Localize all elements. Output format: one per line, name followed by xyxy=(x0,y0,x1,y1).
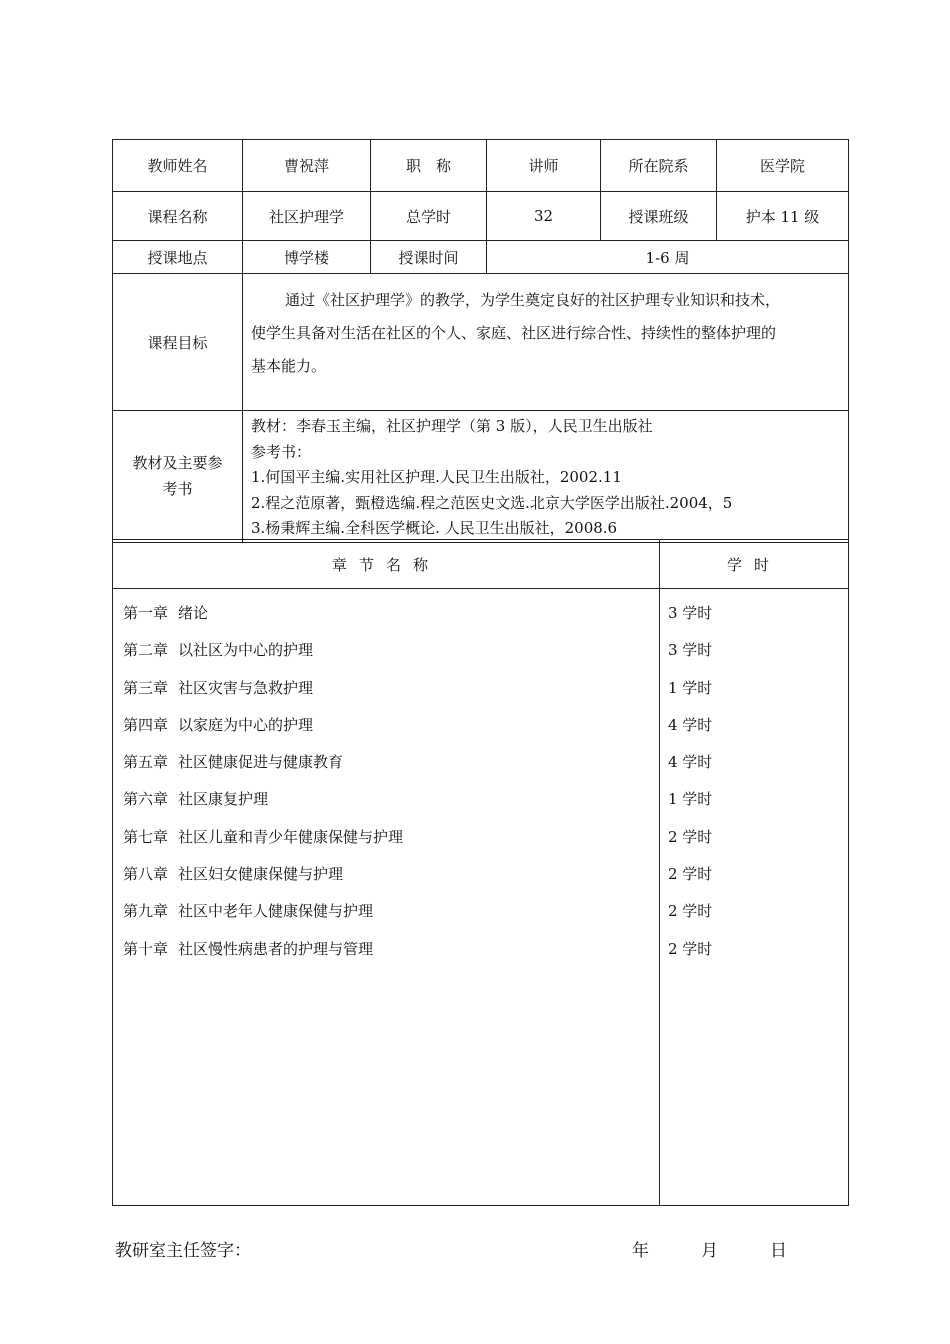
year-label: 年 xyxy=(632,1241,649,1261)
chapter-row xyxy=(113,936,659,973)
chapter-title: 社区康复护理 xyxy=(178,790,269,809)
chapter-title: 以社区为中心的护理 xyxy=(178,641,314,660)
chapter-names-cell xyxy=(113,589,660,1206)
chapter-row xyxy=(113,712,659,749)
chapter-names-list xyxy=(113,589,659,973)
footer xyxy=(115,1236,855,1266)
chapter-number: 第十章 xyxy=(123,939,169,958)
dept-value: 医学院 xyxy=(717,140,849,192)
goal-line: 基本能力。 xyxy=(251,357,327,375)
chapter-number: 第二章 xyxy=(123,641,169,660)
chapter-row xyxy=(113,898,659,935)
teacher-label: 教师姓名 xyxy=(113,140,243,192)
teacher-value: 曹祝萍 xyxy=(243,140,371,192)
chapter-row xyxy=(113,675,659,712)
title-label: 职 称 xyxy=(371,140,487,192)
chapter-hours-header: 学时 xyxy=(660,540,849,589)
books-label-line: 教材及主要参 xyxy=(132,454,223,473)
hours-label: 总学时 xyxy=(371,192,487,241)
course-value: 社区护理学 xyxy=(243,192,371,241)
chapter-row xyxy=(113,600,659,637)
chapter-number: 第七章 xyxy=(123,827,169,846)
chapter-hours: 1 学时 xyxy=(668,678,713,697)
goal-line: 通过《社区护理学》的教学，为学生奠定良好的社区护理专业知识和技术， xyxy=(285,291,781,309)
chapter-title: 社区健康促进与健康教育 xyxy=(178,753,344,772)
books-label-line: 考书 xyxy=(162,480,193,499)
chapter-number: 第一章 xyxy=(123,604,169,622)
chapter-hours: 4 学时 xyxy=(668,753,713,772)
chapter-number: 第五章 xyxy=(123,753,169,772)
chapter-hours: 3 学时 xyxy=(668,641,713,660)
chapter-title: 社区中老年人健康保健与护理 xyxy=(178,902,374,921)
hours-value: 32 xyxy=(487,192,601,241)
goal-line: 使学生具备对生活在社区的个人、家庭、社区进行综合性、持续性的整体护理的 xyxy=(251,324,777,342)
book-line: 参考书： xyxy=(251,442,312,461)
time-label: 授课时间 xyxy=(371,241,487,274)
chapter-row xyxy=(113,637,659,674)
chapter-hours: 2 学时 xyxy=(668,827,713,846)
date-fields xyxy=(632,1236,787,1261)
chapter-row xyxy=(113,861,659,898)
chapter-title: 绪论 xyxy=(178,604,209,622)
book-line: 3.杨秉辉主编.全科医学概论. 人民卫生出版社，2008.6 xyxy=(251,519,618,537)
chapter-number: 第八章 xyxy=(123,865,169,884)
chapter-title: 以家庭为中心的护理 xyxy=(178,715,314,734)
class-label: 授课班级 xyxy=(601,192,717,241)
chapter-title: 社区妇女健康保健与护理 xyxy=(178,865,344,884)
signature-label: 教研室主任签字： xyxy=(115,1241,251,1261)
class-value: 护本 11 级 xyxy=(717,192,849,241)
chapter-row xyxy=(113,786,659,823)
chapter-number: 第三章 xyxy=(123,678,169,697)
place-label: 授课地点 xyxy=(113,241,243,274)
day-label: 日 xyxy=(770,1241,787,1261)
chapter-hours: 4 学时 xyxy=(668,715,713,734)
chapter-hours: 2 学时 xyxy=(668,939,713,958)
chapter-number: 第四章 xyxy=(123,715,169,734)
books-list xyxy=(243,411,849,543)
title-value: 讲师 xyxy=(487,140,601,192)
chapter-table xyxy=(112,539,849,1206)
goal-label: 课程目标 xyxy=(113,274,243,411)
chapter-row xyxy=(113,749,659,786)
chapter-title: 社区灾害与急救护理 xyxy=(178,678,314,697)
chapter-number: 第六章 xyxy=(123,790,169,809)
goal-text xyxy=(243,274,849,411)
time-value: 1-6 周 xyxy=(487,241,849,274)
chapter-hours: 2 学时 xyxy=(668,865,713,884)
course-label: 课程名称 xyxy=(113,192,243,241)
chapter-title: 社区儿童和青少年健康保健与护理 xyxy=(178,827,404,846)
books-label xyxy=(113,411,243,543)
course-info-table xyxy=(112,139,849,543)
chapter-title: 社区慢性病患者的护理与管理 xyxy=(178,939,374,958)
chapter-name-header: 章节名称 xyxy=(113,540,660,589)
book-line: 2.程之范原著，甄橙选编.程之范医史文选.北京大学医学出版社.2004，5 xyxy=(251,493,733,512)
book-line: 1.何国平主编.实用社区护理.人民卫生出版社，2002.11 xyxy=(251,468,622,486)
month-label: 月 xyxy=(701,1241,718,1261)
chapter-hours: 2 学时 xyxy=(668,902,713,921)
chapter-hours: 3 学时 xyxy=(668,604,713,622)
book-line: 教材：李春玉主编，社区护理学（第 3 版），人民卫生出版社 xyxy=(251,417,653,435)
chapter-hours: 1 学时 xyxy=(668,790,713,809)
chapter-hours-cell xyxy=(660,589,849,1206)
chapter-hours-list xyxy=(660,589,848,973)
chapter-row xyxy=(113,824,659,861)
place-value: 博学楼 xyxy=(243,241,371,274)
dept-label: 所在院系 xyxy=(601,140,717,192)
chapter-number: 第九章 xyxy=(123,902,169,921)
